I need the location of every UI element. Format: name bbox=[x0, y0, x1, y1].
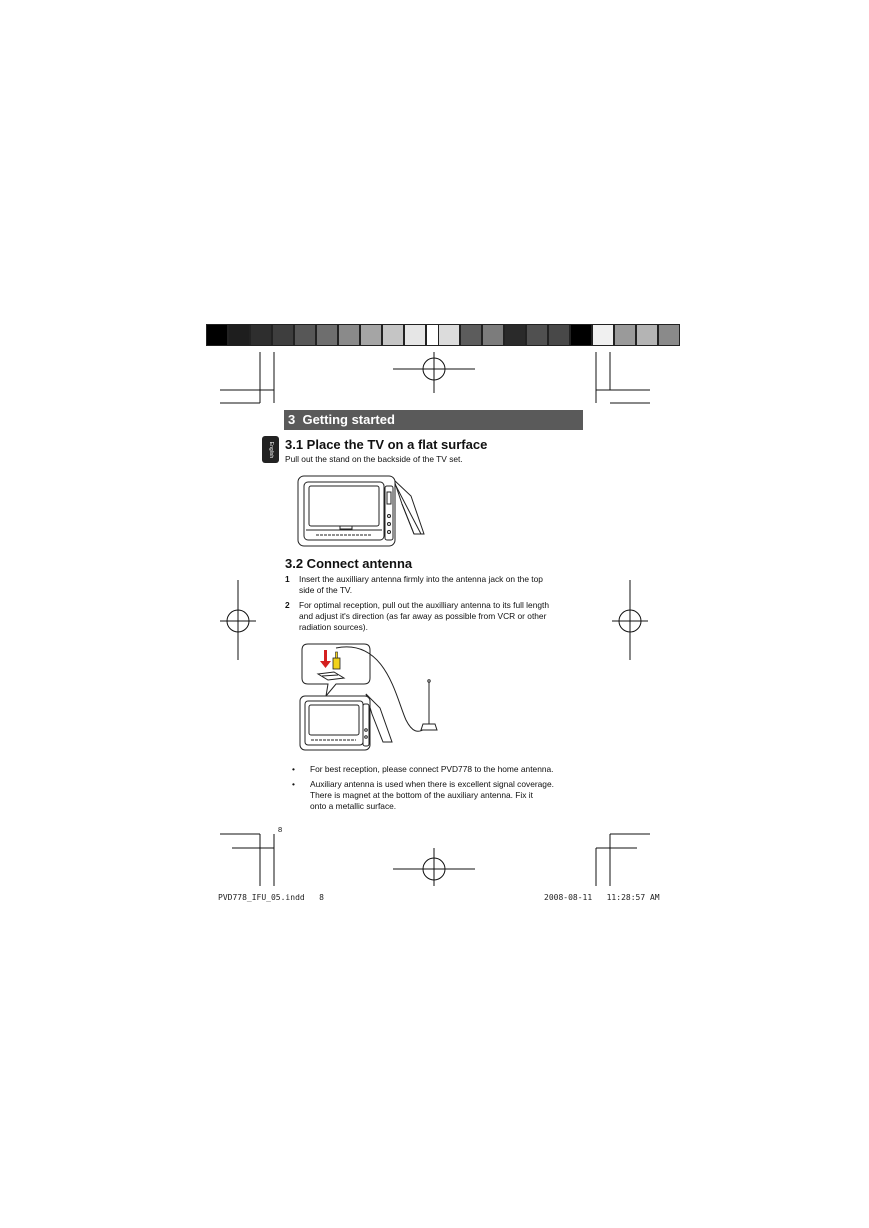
section-title: Getting started bbox=[302, 412, 395, 427]
bullet-text: There is magnet at the bottom of the auxiliary antenna. Fix it bbox=[310, 790, 533, 800]
step-text: and adjust it's direction (as far away as possible from VCR or other bbox=[299, 611, 547, 621]
language-tab bbox=[262, 436, 279, 463]
tv-stand-illustration bbox=[296, 472, 436, 550]
subsection-heading: 3.2 Connect antenna bbox=[285, 556, 413, 571]
subsection-heading: 3.1 Place the TV on a flat surface bbox=[285, 437, 488, 452]
footer-file-info: PVD778_IFU_05.indd 8 bbox=[218, 893, 324, 902]
step-text: For optimal reception, pull out the auxilliary antenna to its full length bbox=[299, 600, 549, 610]
section-number: 3 bbox=[288, 412, 296, 427]
antenna-illustration bbox=[296, 638, 446, 756]
language-tab-label: English bbox=[267, 441, 274, 458]
bullet-text: For best reception, please connect PVD778 to the home antenna. bbox=[310, 764, 554, 774]
footer-timestamp: 2008-08-11 11:28:57 AM bbox=[544, 893, 660, 902]
body-text: Pull out the stand on the backside of the TV set. bbox=[285, 454, 463, 464]
bullet-text: onto a metallic surface. bbox=[310, 801, 397, 811]
step-text: side of the TV. bbox=[299, 585, 353, 595]
step-number: 2 bbox=[285, 600, 290, 610]
step-number: 1 bbox=[285, 574, 290, 584]
page-number: 8 bbox=[278, 825, 283, 834]
bullet-marker: • bbox=[292, 779, 295, 789]
bullet-marker: • bbox=[292, 764, 295, 774]
bullet-text: Auxiliary antenna is used when there is excellent signal coverage. bbox=[310, 779, 554, 789]
section-header bbox=[284, 410, 583, 430]
step-text: Insert the auxilliary antenna firmly into the antenna jack on the top bbox=[299, 574, 543, 584]
step-text: radiation sources). bbox=[299, 622, 368, 632]
